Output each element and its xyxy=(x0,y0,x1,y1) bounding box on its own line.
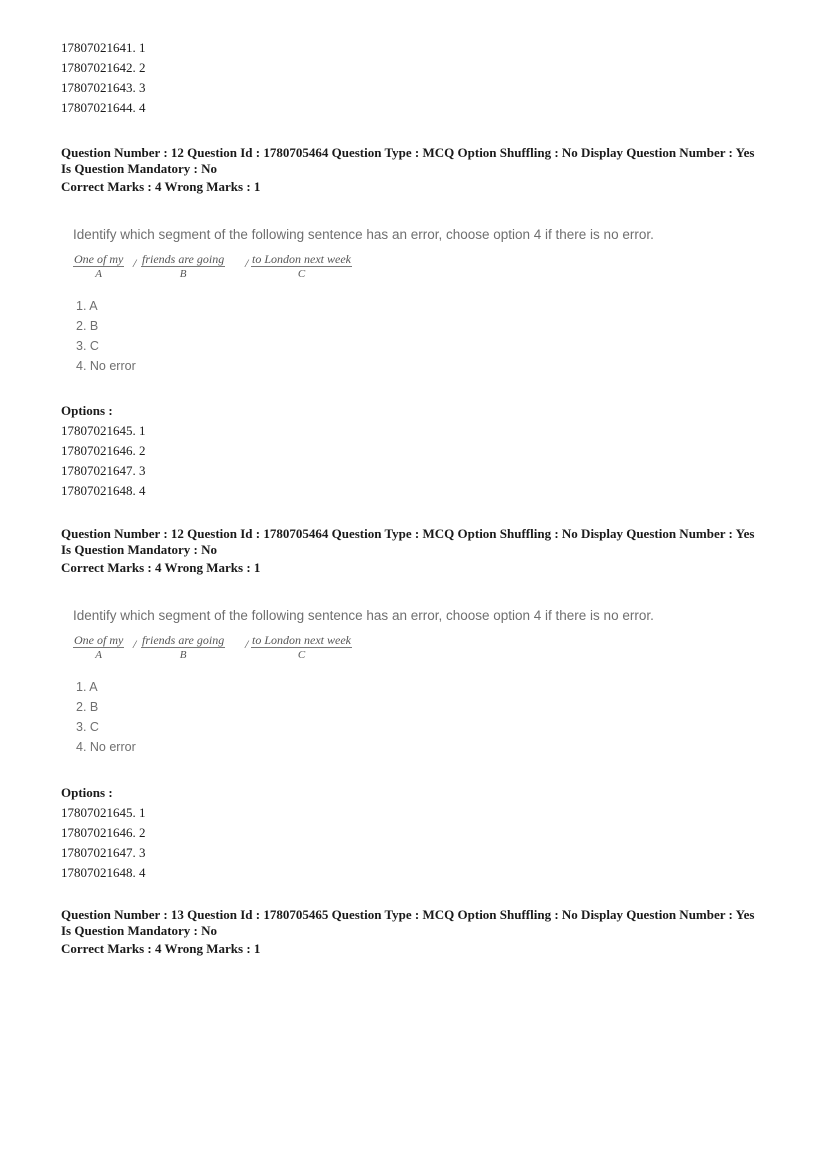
option-line xyxy=(61,845,146,861)
question-mandatory-line: Is Question Mandatory : No xyxy=(61,923,218,938)
choice-item: 2. B xyxy=(76,319,99,333)
segment-a: One of my A xyxy=(74,252,124,280)
option-id: 17807021643. xyxy=(61,80,136,95)
question-image xyxy=(73,226,673,376)
option-value: 4 xyxy=(139,100,146,115)
options-title: Options : xyxy=(61,403,113,418)
question-meta xyxy=(61,907,781,957)
segment-b: friends are going B xyxy=(142,633,225,661)
option-id: 17807021645. xyxy=(61,423,136,438)
segment-separator: / xyxy=(245,256,249,270)
option-line xyxy=(61,805,146,821)
choice-item: 3. C xyxy=(76,720,99,734)
segment-c: to London next week C xyxy=(252,633,351,661)
option-value: 1 xyxy=(139,40,146,55)
segment-separator: / xyxy=(133,637,137,651)
question-marks-line: Correct Marks : 4 Wrong Marks : 1 xyxy=(61,941,261,956)
sentence-segments xyxy=(73,633,673,669)
segment-a: One of my A xyxy=(74,633,124,661)
option-value: 1 xyxy=(139,423,146,438)
option-line xyxy=(61,825,146,841)
segment-separator: / xyxy=(133,256,137,270)
option-value: 3 xyxy=(139,463,146,478)
option-value: 4 xyxy=(139,483,146,498)
option-line xyxy=(61,463,146,479)
segment-b: friends are going B xyxy=(142,252,225,280)
option-line xyxy=(61,443,146,459)
question-image xyxy=(73,607,673,757)
option-id: 17807021644. xyxy=(61,100,136,115)
question-prompt: Identify which segment of the following sentence has an error, choose option 4 if there is no error. xyxy=(73,227,654,242)
option-id: 17807021646. xyxy=(61,443,136,458)
option-id: 17807021647. xyxy=(61,463,136,478)
question-prompt: Identify which segment of the following sentence has an error, choose option 4 if there is no error. xyxy=(73,608,654,623)
option-value: 2 xyxy=(139,825,146,840)
choice-item: 4. No error xyxy=(76,359,136,373)
option-value: 4 xyxy=(139,865,146,880)
question-mandatory-line: Is Question Mandatory : No xyxy=(61,542,218,557)
option-line xyxy=(61,40,146,56)
option-id: 17807021642. xyxy=(61,60,136,75)
question-meta-line: Question Number : 13 Question Id : 1780705465 Question Type : MCQ Option Shuffling : No Display Question Number : Yes xyxy=(61,907,755,922)
option-line xyxy=(61,423,146,439)
options-title: Options : xyxy=(61,785,113,800)
option-id: 17807021647. xyxy=(61,845,136,860)
option-id: 17807021648. xyxy=(61,483,136,498)
option-line xyxy=(61,60,146,76)
question-meta xyxy=(61,526,781,576)
choice-item: 2. B xyxy=(76,700,99,714)
option-line xyxy=(61,100,146,116)
choice-item: 4. No error xyxy=(76,740,136,754)
question-meta xyxy=(61,145,781,195)
question-meta-line: Question Number : 12 Question Id : 1780705464 Question Type : MCQ Option Shuffling : No Display Question Number : Yes xyxy=(61,526,755,541)
choice-item: 1. A xyxy=(76,680,98,694)
choice-item: 3. C xyxy=(76,339,99,353)
option-value: 2 xyxy=(139,60,146,75)
option-id: 17807021646. xyxy=(61,825,136,840)
option-value: 3 xyxy=(139,80,146,95)
option-line xyxy=(61,865,146,881)
sentence-segments xyxy=(73,252,673,288)
question-marks-line: Correct Marks : 4 Wrong Marks : 1 xyxy=(61,179,261,194)
option-value: 3 xyxy=(139,845,146,860)
question-choices xyxy=(76,296,673,376)
option-value: 2 xyxy=(139,443,146,458)
question-meta-line: Question Number : 12 Question Id : 1780705464 Question Type : MCQ Option Shuffling : No Display Question Number : Yes xyxy=(61,145,755,160)
option-id: 17807021648. xyxy=(61,865,136,880)
choice-item: 1. A xyxy=(76,299,98,313)
segment-separator: / xyxy=(245,637,249,651)
question-mandatory-line: Is Question Mandatory : No xyxy=(61,161,218,176)
option-id: 17807021641. xyxy=(61,40,136,55)
option-line xyxy=(61,483,146,499)
option-line xyxy=(61,80,146,96)
question-choices xyxy=(76,677,673,757)
question-marks-line: Correct Marks : 4 Wrong Marks : 1 xyxy=(61,560,261,575)
segment-c: to London next week C xyxy=(252,252,351,280)
option-id: 17807021645. xyxy=(61,805,136,820)
option-value: 1 xyxy=(139,805,146,820)
